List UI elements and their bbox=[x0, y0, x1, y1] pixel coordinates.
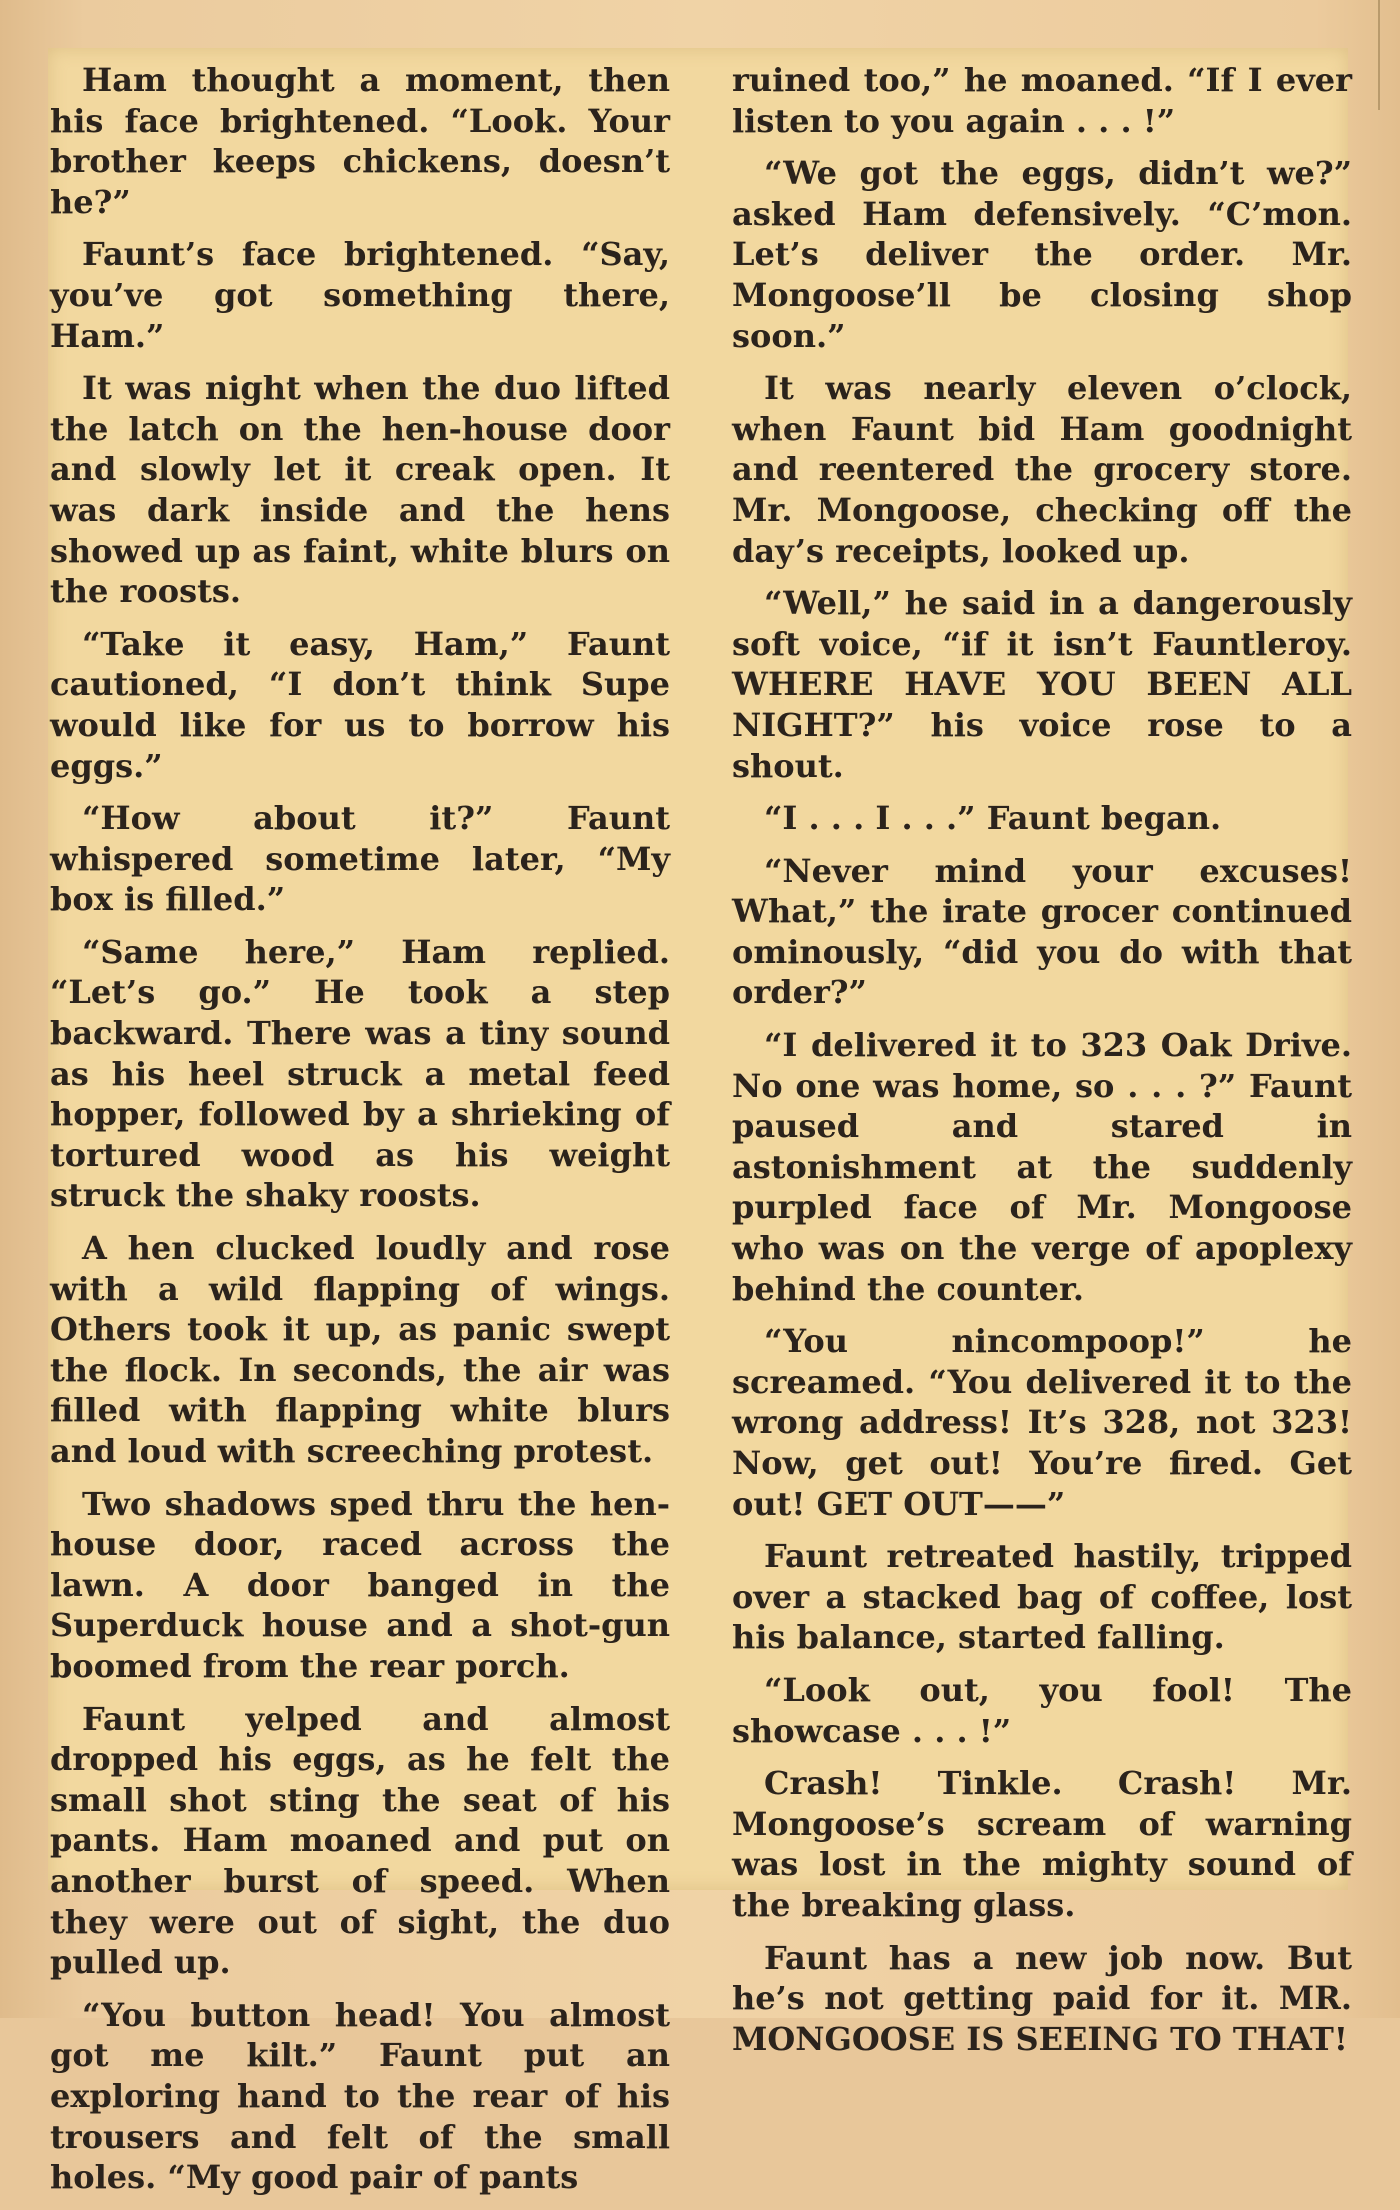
paragraph: Faunt has a new job now. But he’s not getting paid for it. MR. MONGOOSE IS SEEING TO THAT! bbox=[732, 1938, 1352, 2058]
paragraph: “Never mind your excuses! What,” the irate grocer continued ominously, “did you do with that order?” bbox=[732, 851, 1352, 1012]
paragraph: “Well,” he said in a dangerously soft voice, “if it isn’t Fauntleroy. WHERE HAVE YOU BEEN ALL NIGHT?” his voice rose to a shout. bbox=[732, 584, 1352, 785]
paragraph: Crash! Tinkle. Crash! Mr. Mongoose’s scream of warning was lost in the mighty sound of the breaking glass. bbox=[732, 1764, 1352, 1924]
paragraph: ruined too,” he moaned. “If I ever listen to you again . . . !” bbox=[732, 61, 1352, 140]
paragraph: “Take it easy, Ham,” Faunt cautioned, “I don’t think Supe would like for us to borrow his eggs.” bbox=[50, 624, 670, 785]
paragraph: It was night when the duo lifted the latch on the hen-house door and slowly let it creak open. It was dark inside and the hens showed up as faint, white blurs on the roosts. bbox=[50, 369, 670, 611]
paragraph: Faunt’s face brightened. “Say, you’ve got something there, Ham.” bbox=[50, 235, 670, 355]
paragraph: “I delivered it to 323 Oak Drive. No one was home, so . . . ?” Faunt paused and stared in astonishment at the suddenly purpled face of Mr. Mongoose who was on the verge of apoplexy behind the counter. bbox=[732, 1026, 1352, 1308]
paragraph: “You nincompoop!” he screamed. “You delivered it to the wrong address! It’s 328, not 323! Now, get out! You’re fired. Get out! GET OUT——” bbox=[732, 1322, 1352, 1523]
paragraph: “Same here,” Ham replied. “Let’s go.” He took a step backward. There was a tiny sound as his heel struck a metal feed hopper, followed by a shrieking of tortured wood as his weight struck the shaky roosts. bbox=[50, 932, 670, 1215]
text-panel bbox=[48, 48, 1352, 2197]
paragraph: “How about it?” Faunt whispered sometime later, “My box is filled.” bbox=[50, 799, 670, 919]
paragraph: A hen clucked loudly and rose with a wild flapping of wings. Others took it up, as panic swept the flock. In seconds, the air was filled with flapping white blurs and loud with screeching protest. bbox=[50, 1229, 670, 1470]
paragraph: “Look out, you fool! The showcase . . . !” bbox=[732, 1670, 1352, 1750]
paragraph: Ham thought a moment, then his face brightened. “Look. Your brother keeps chickens, doesn’t he?” bbox=[50, 61, 670, 221]
paragraph: Faunt retreated hastily, tripped over a stacked bag of coffee, lost his balance, started falling. bbox=[732, 1537, 1352, 1657]
paragraph: Two shadows sped thru the hen-house door, raced across the lawn. A door banged in the Superduck house and a shot-gun boomed from the rear porch. bbox=[50, 1484, 670, 1685]
paragraph: “You button head! You almost got me kilt.” Faunt put an exploring hand to the rear of his trousers and felt of the small holes. “My good pair of pants bbox=[50, 1995, 670, 2197]
left-column bbox=[50, 60, 670, 2210]
paragraph: It was nearly eleven o’clock, when Faunt bid Ham goodnight and reentered the grocery store. Mr. Mongoose, checking off the day’s receipts, looked up. bbox=[732, 369, 1352, 570]
paragraph: “I . . . I . . .” Faunt began. bbox=[764, 799, 1222, 838]
edge-rule bbox=[1378, 0, 1380, 110]
right-column bbox=[732, 60, 1352, 2071]
paragraph: Faunt yelped and almost dropped his eggs, as he felt the small shot sting the seat of his pants. Ham moaned and put on another burst of speed. When they were out of sight, the duo pulled up. bbox=[50, 1699, 670, 1982]
paragraph: “We got the eggs, didn’t we?” asked Ham defensively. “C’mon. Let’s deliver the order. Mr. Mongoose’ll be closing shop soon.” bbox=[732, 154, 1352, 355]
